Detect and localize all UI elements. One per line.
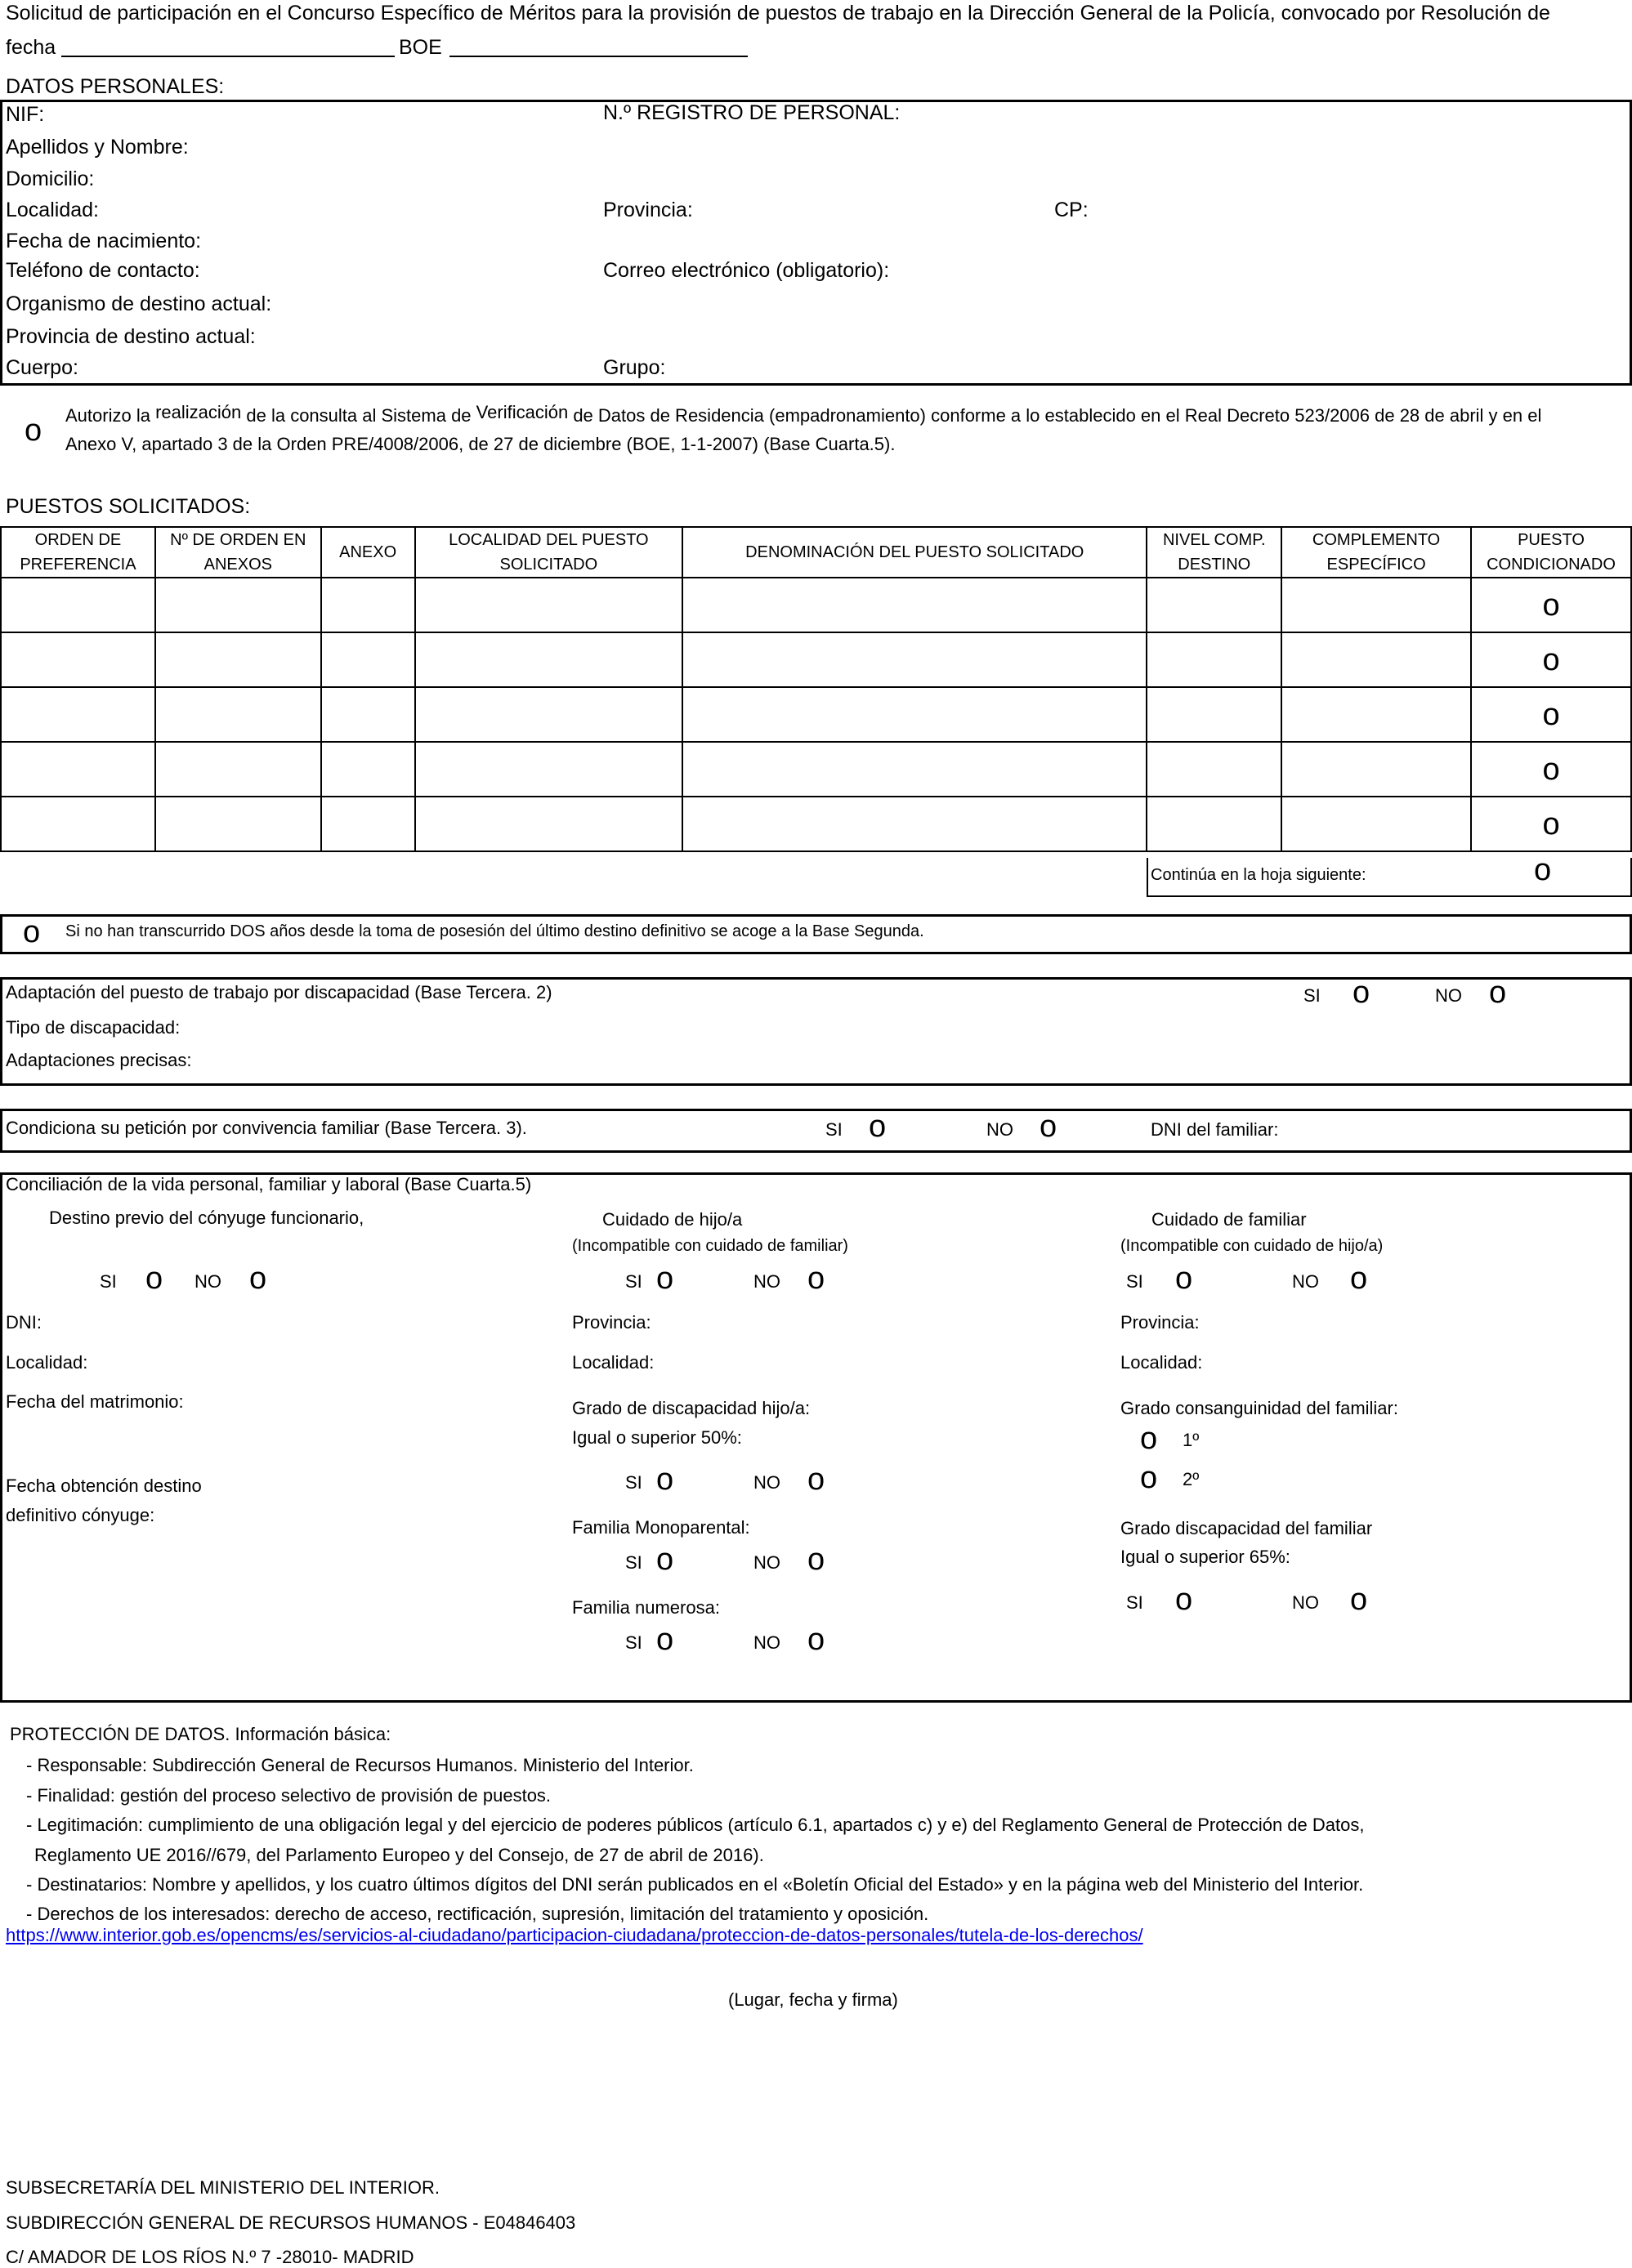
convivencia-si-radio[interactable]: o — [869, 1109, 887, 1144]
grupo-label: Grupo: — [603, 356, 666, 379]
col-complemento — [1281, 527, 1471, 578]
table-cell[interactable] — [1147, 797, 1281, 851]
hijo-no-label: NO — [753, 1271, 780, 1292]
condicionado-radio[interactable]: o — [1471, 578, 1631, 632]
familiar-si-label: SI — [1126, 1271, 1143, 1292]
footer-line-3: C/ AMADOR DE LOS RÍOS N.º 7 -28010- MADRID — [6, 2247, 414, 2267]
familiar-grado-si-label: SI — [1126, 1592, 1143, 1613]
consanguinidad-label: Grado consanguinidad del familiar: — [1120, 1398, 1398, 1418]
col-orden-anexos — [155, 527, 321, 578]
proteccion-item: - Derechos de los interesados: derecho de acceso, rectificación, supresión, limitación del tratamiento y oposición. — [26, 1904, 929, 1924]
table-cell[interactable] — [1, 687, 155, 742]
numerosa-no-radio[interactable]: o — [807, 1623, 825, 1657]
familiar-grado-no-radio[interactable]: o — [1350, 1583, 1368, 1617]
adaptacion-no-label: NO — [1435, 985, 1462, 1006]
table-row — [1, 632, 1631, 687]
convivencia-title: Condiciona su petición por convivencia familiar (Base Tercera. 3). — [6, 1118, 527, 1138]
table-cell[interactable] — [1147, 742, 1281, 797]
table-cell[interactable] — [1147, 687, 1281, 742]
base-segunda-text: Si no han transcurrido DOS años desde la toma de posesión del último destino definitivo se acoge a la Base Segunda. — [65, 922, 924, 940]
col-denominacion — [682, 527, 1147, 578]
fecha-obtencion-label: Fecha obtención destino — [6, 1476, 202, 1496]
table-row — [1, 578, 1631, 632]
numerosa-label: Familia numerosa: — [572, 1597, 720, 1618]
col-header-line2: CONDICIONADO — [1487, 556, 1616, 574]
monoparental-si-radio[interactable]: o — [656, 1543, 674, 1577]
convivencia-si-label: SI — [825, 1119, 843, 1140]
col-orden-preferencia — [1, 527, 155, 578]
familiar-heading: Cuidado de familiar — [1151, 1209, 1307, 1230]
col-localidad — [415, 527, 683, 578]
table-cell[interactable] — [1147, 632, 1281, 687]
proteccion-title: PROTECCIÓN DE DATOS. Información básica: — [10, 1724, 391, 1744]
adaptacion-si-radio[interactable]: o — [1353, 976, 1370, 1010]
hijo-grado-si-radio[interactable]: o — [656, 1462, 674, 1497]
col-header-line1: DENOMINACIÓN DEL PUESTO SOLICITADO — [745, 543, 1084, 561]
proteccion-link[interactable]: https://www.interior.gob.es/opencms/es/servicios-al-ciudadano/participacion-ciudadana/proteccion-de-datos-personales/tutela-de-los-derechos/ — [6, 1925, 1143, 1945]
conyuge-no-label: NO — [194, 1271, 221, 1292]
hijo-no-radio[interactable]: o — [807, 1261, 825, 1296]
hijo-grado-label-2: Igual o superior 50%: — [572, 1427, 742, 1448]
table-row — [1, 742, 1631, 797]
boe-label: BOE — [399, 36, 442, 59]
continua-radio[interactable]: o — [1534, 853, 1552, 887]
form-title: Solicitud de participación en el Concurso Específico de Méritos para la provisión de puestos de trabajo en la Dirección General de la Policía, convocado por Resolución de — [6, 2, 1550, 25]
proteccion-item: - Legitimación: cumplimiento de una obligación legal y del ejercicio de poderes públicos (artículo 6.1, apartados c) y e) del Reglamento General de Protección de Datos, — [26, 1815, 1365, 1835]
puestos-title: PUESTOS SOLICITADOS: — [6, 495, 251, 518]
tipo-discapacidad-label: Tipo de discapacidad: — [6, 1017, 181, 1038]
convivencia-no-radio[interactable]: o — [1040, 1109, 1057, 1144]
familiar-grado-si-radio[interactable]: o — [1175, 1583, 1193, 1617]
table-cell[interactable] — [415, 797, 683, 851]
familiar-provincia-label: Provincia: — [1120, 1312, 1200, 1333]
base-segunda-radio[interactable]: o — [23, 915, 41, 949]
table-cell[interactable] — [1281, 797, 1471, 851]
autorizo-text-p2: realización — [155, 402, 242, 422]
table-cell[interactable] — [321, 742, 415, 797]
autorizo-text-p1: Autorizo la — [65, 405, 150, 426]
monoparental-no-label: NO — [753, 1552, 780, 1573]
boe-line[interactable] — [449, 56, 748, 57]
table-cell[interactable] — [1281, 578, 1471, 632]
col-header-line1: Nº DE ORDEN EN — [170, 531, 306, 549]
hijo-grado-si-label: SI — [625, 1472, 642, 1493]
familiar-si-radio[interactable]: o — [1175, 1261, 1193, 1296]
col-header-line2: PREFERENCIA — [20, 556, 136, 574]
numerosa-no-label: NO — [753, 1632, 780, 1653]
nif-label: NIF: — [6, 103, 45, 126]
table-cell[interactable] — [321, 632, 415, 687]
telefono-label: Teléfono de contacto: — [6, 259, 200, 282]
table-cell[interactable] — [321, 578, 415, 632]
col-nivel — [1147, 527, 1281, 578]
col-header-line2: ESPECÍFICO — [1326, 556, 1426, 574]
grado-2-radio[interactable]: o — [1140, 1461, 1158, 1495]
col-header-line1: LOCALIDAD DEL PUESTO — [449, 531, 649, 549]
monoparental-si-label: SI — [625, 1552, 642, 1573]
familiar-grado-no-label: NO — [1292, 1592, 1319, 1613]
condicionado-radio[interactable]: o — [1471, 687, 1631, 742]
correo-label: Correo electrónico (obligatorio): — [603, 259, 890, 282]
familiar-grado-label-2: Igual o superior 65%: — [1120, 1547, 1290, 1567]
table-cell[interactable] — [1281, 632, 1471, 687]
hijo-si-radio[interactable]: o — [656, 1261, 674, 1296]
puestos-table — [0, 526, 1632, 852]
col-header-line1: PUESTO — [1518, 531, 1585, 549]
table-cell[interactable] — [1, 578, 155, 632]
proteccion-item: - Responsable: Subdirección General de Recursos Humanos. Ministerio del Interior. — [26, 1755, 694, 1775]
col-anexo — [321, 527, 415, 578]
provincia-label: Provincia: — [603, 199, 693, 221]
cp-label: CP: — [1054, 199, 1089, 221]
hijo-si-label: SI — [625, 1271, 642, 1292]
familiar-note: (Incompatible con cuidado de hijo/a) — [1120, 1237, 1384, 1255]
domicilio-label: Domicilio: — [6, 167, 95, 190]
condicionado-radio[interactable]: o — [1471, 632, 1631, 687]
hijo-grado-label: Grado de discapacidad hijo/a: — [572, 1398, 811, 1418]
table-cell[interactable] — [321, 797, 415, 851]
condicionado-radio[interactable]: o — [1471, 742, 1631, 797]
table-cell[interactable] — [1281, 742, 1471, 797]
convivencia-no-label: NO — [986, 1119, 1013, 1140]
localidad-label: Localidad: — [6, 199, 99, 221]
adaptacion-no-radio[interactable]: o — [1489, 976, 1507, 1010]
table-row — [1, 797, 1631, 851]
adaptacion-si-label: SI — [1303, 985, 1321, 1006]
table-cell[interactable] — [682, 742, 1147, 797]
fecha-obtencion-label-2: definitivo cónyuge: — [6, 1505, 155, 1525]
monoparental-no-radio[interactable]: o — [807, 1543, 825, 1577]
organismo-label: Organismo de destino actual: — [6, 292, 272, 315]
conyuge-no-radio[interactable]: o — [249, 1261, 267, 1296]
grado-1-label: 1º — [1183, 1430, 1200, 1450]
familiar-grado-label: Grado discapacidad del familiar — [1120, 1518, 1373, 1538]
autorizo-text — [65, 402, 1542, 426]
datos-personales-title: DATOS PERSONALES: — [6, 75, 225, 98]
firma-label: (Lugar, fecha y firma) — [728, 1989, 898, 2010]
conyuge-si-radio[interactable]: o — [145, 1261, 163, 1296]
hijo-note: (Incompatible con cuidado de familiar) — [572, 1237, 848, 1255]
table-cell[interactable] — [155, 632, 321, 687]
col-header-line1: COMPLEMENTO — [1312, 531, 1441, 549]
table-cell[interactable] — [682, 797, 1147, 851]
table-cell[interactable] — [155, 797, 321, 851]
hijo-grado-no-label: NO — [753, 1472, 780, 1493]
fecha-line[interactable] — [61, 56, 395, 57]
conyuge-heading: Destino previo del cónyuge funcionario, — [49, 1208, 364, 1228]
proteccion-item: - Finalidad: gestión del proceso selectivo de provisión de puestos. — [26, 1785, 552, 1806]
col-header-line1: ORDEN DE — [34, 531, 122, 549]
hijo-localidad-label: Localidad: — [572, 1352, 655, 1373]
continua-label: Continúa en la hoja siguiente: — [1151, 866, 1366, 884]
conciliacion-title: Conciliación de la vida personal, familiar y laboral (Base Cuarta.5) — [6, 1174, 532, 1194]
provincia-destino-label: Provincia de destino actual: — [6, 325, 256, 348]
table-cell[interactable] — [1147, 578, 1281, 632]
hijo-grado-no-radio[interactable]: o — [807, 1462, 825, 1497]
autorizo-text-p3: de la consulta al Sistema de — [246, 405, 472, 426]
col-condicionado — [1471, 527, 1631, 578]
table-cell[interactable] — [682, 578, 1147, 632]
table-cell[interactable] — [1, 742, 155, 797]
conyuge-si-label: SI — [100, 1271, 117, 1292]
col-header-line2: DESTINO — [1178, 556, 1251, 574]
monoparental-label: Familia Monoparental: — [572, 1517, 750, 1538]
table-cell[interactable] — [155, 687, 321, 742]
puestos-header-row — [1, 527, 1631, 578]
autorizo-text-line2: Anexo V, apartado 3 de la Orden PRE/4008/2006, de 27 de diciembre (BOE, 1-1-2007) (Base Cuarta.5). — [65, 434, 896, 454]
proteccion-item: Reglamento UE 2016//679, del Parlamento Europeo y del Consejo, de 27 de abril de 2016). — [34, 1845, 764, 1865]
adaptaciones-label: Adaptaciones precisas: — [6, 1050, 192, 1070]
table-cell[interactable] — [321, 687, 415, 742]
familiar-no-label: NO — [1292, 1271, 1319, 1292]
table-cell[interactable] — [155, 578, 321, 632]
condicionado-radio[interactable]: o — [1471, 797, 1631, 851]
fecha-nacimiento-label: Fecha de nacimiento: — [6, 230, 202, 252]
dni-familiar-label: DNI del familiar: — [1151, 1119, 1279, 1140]
registro-label: N.º REGISTRO DE PERSONAL: — [603, 101, 901, 124]
table-cell[interactable] — [415, 578, 683, 632]
conyuge-dni-label: DNI: — [6, 1312, 42, 1333]
table-cell[interactable] — [682, 632, 1147, 687]
autorizo-radio[interactable]: o — [25, 413, 42, 448]
table-cell[interactable] — [1, 632, 155, 687]
col-header-line2: SOLICITADO — [499, 556, 598, 574]
adaptacion-title: Adaptación del puesto de trabajo por discapacidad (Base Tercera. 2) — [6, 982, 552, 1002]
hijo-provincia-label: Provincia: — [572, 1312, 651, 1333]
hijo-heading: Cuidado de hijo/a — [602, 1209, 743, 1230]
apellidos-label: Apellidos y Nombre: — [6, 136, 189, 158]
cuerpo-label: Cuerpo: — [6, 356, 78, 379]
col-header-line1: ANEXO — [339, 543, 397, 561]
conyuge-localidad-label: Localidad: — [6, 1352, 88, 1373]
table-cell[interactable] — [1, 797, 155, 851]
grado-1-radio[interactable]: o — [1140, 1422, 1158, 1456]
table-cell[interactable] — [415, 742, 683, 797]
table-cell[interactable] — [1281, 687, 1471, 742]
table-cell[interactable] — [155, 742, 321, 797]
grado-2-label: 2º — [1183, 1469, 1200, 1489]
familiar-no-radio[interactable]: o — [1350, 1261, 1368, 1296]
fecha-matrimonio-label: Fecha del matrimonio: — [6, 1391, 184, 1412]
proteccion-item: - Destinatarios: Nombre y apellidos, y los cuatro últimos dígitos del DNI serán publicados en el «Boletín Oficial del Estado» y en la página web del Ministerio del Interior. — [26, 1874, 1364, 1895]
col-header-line2: ANEXOS — [203, 556, 272, 574]
footer-line-2: SUBDIRECCIÓN GENERAL DE RECURSOS HUMANOS - E04846403 — [6, 2212, 576, 2233]
col-header-line1: NIVEL COMP. — [1162, 531, 1266, 549]
fecha-label: fecha — [6, 36, 56, 59]
table-row — [1, 687, 1631, 742]
table-cell[interactable] — [415, 687, 683, 742]
footer-line-1: SUBSECRETARÍA DEL MINISTERIO DEL INTERIOR. — [6, 2177, 440, 2198]
autorizo-text-p4: Verificación — [476, 402, 569, 422]
numerosa-si-radio[interactable]: o — [656, 1623, 674, 1657]
autorizo-text-p5: de Datos de Residencia (empadronamiento) conforme a lo establecido en el Real Decreto 523/2006 de 28 de abril y en el — [573, 405, 1542, 426]
numerosa-si-label: SI — [625, 1632, 642, 1653]
familiar-localidad-label: Localidad: — [1120, 1352, 1203, 1373]
table-cell[interactable] — [682, 687, 1147, 742]
table-cell[interactable] — [415, 632, 683, 687]
